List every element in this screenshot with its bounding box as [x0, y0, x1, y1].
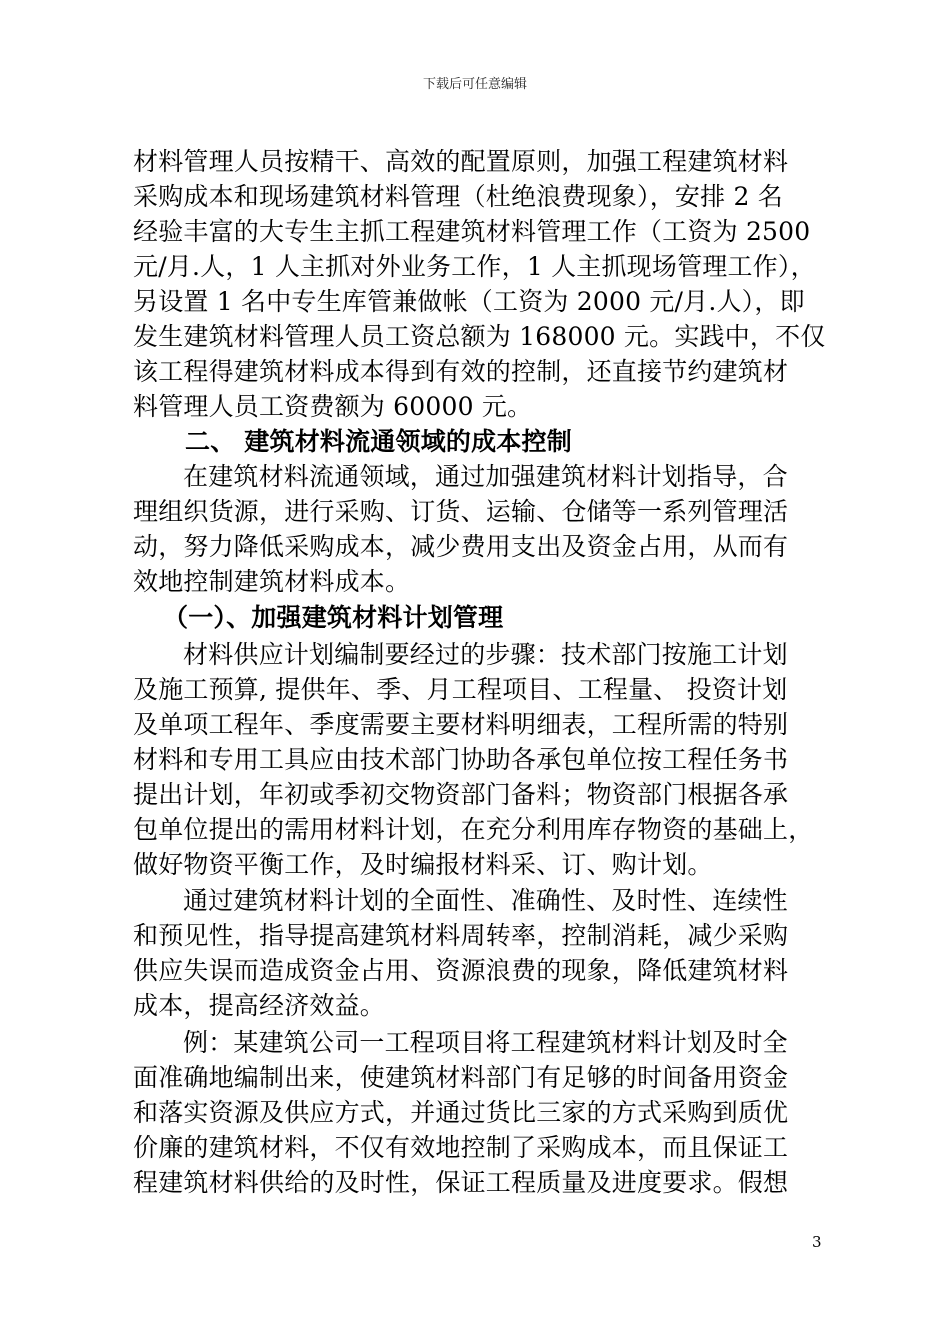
body-line: 及施工预算, 提供年、季、月工程项目、工程量、 投资计划 — [133, 675, 788, 704]
body-line: 元/月.人，1 人主抓对外业务工作，1 人主抓现场管理工作）， — [133, 252, 816, 281]
body-line: 和预见性，指导提高建筑材料周转率，控制消耗，减少采购 — [133, 921, 789, 950]
body-line: 成本，提高经济效益。 — [133, 991, 386, 1020]
body-line: 供应失误而造成资金占用、资源浪费的现象，降低建筑材料 — [133, 956, 789, 985]
body-line: 料管理人员工资费额为 60000 元。 — [133, 392, 533, 421]
body-line: 采购成本和现场建筑材料管理（杜绝浪费现象），安排 2 名 — [133, 182, 783, 211]
section-heading: 二、 建筑材料流通领域的成本控制 — [185, 427, 572, 456]
page-number: 3 — [812, 1233, 822, 1251]
body-line: 材料和专用工具应由技术部门协助各承包单位按工程任务书 — [133, 745, 789, 774]
body-line: 和落实资源及供应方式，并通过货比三家的方式采购到质优 — [133, 1098, 789, 1127]
body-line: 程建筑材料供给的及时性，保证工程质量及进度要求。假想 — [133, 1168, 789, 1197]
body-line: 材料供应计划编制要经过的步骤：技术部门按施工计划 — [183, 640, 788, 669]
body-line: 及单项工程年、季度需要主要材料明细表，工程所需的特别 — [133, 710, 789, 739]
body-line: 材料管理人员按精干、高效的配置原则，加强工程建筑材料 — [133, 147, 789, 176]
body-line: 通过建筑材料计划的全面性、准确性、及时性、连续性 — [183, 886, 788, 915]
body-line: 发生建筑材料管理人员工资总额为 168000 元。实践中，不仅 — [133, 322, 826, 351]
body-line: 动，努力降低采购成本，减少费用支出及资金占用，从而有 — [133, 532, 789, 561]
body-line: 经验丰富的大专生主抓工程建筑材料管理工作（工资为 2500 — [133, 217, 811, 246]
body-line: 理组织货源，进行采购、订货、运输、仓储等一系列管理活 — [133, 497, 789, 526]
body-line: 面准确地编制出来，使建筑材料部门有足够的时间备用资金 — [133, 1063, 789, 1092]
body-line: 包单位提出的需用材料计划，在充分利用库存物资的基础上， — [133, 815, 814, 844]
body-line: 提出计划，年初或季初交物资部门备料；物资部门根据各承 — [133, 780, 789, 809]
subsection-heading: （一）、加强建筑材料计划管理 — [163, 603, 504, 632]
body-line: 做好物资平衡工作，及时编报材料采、订、购计划。 — [133, 850, 713, 879]
body-line: 在建筑材料流通领域，通过加强建筑材料计划指导，合 — [183, 462, 788, 491]
body-line: 该工程得建筑材料成本得到有效的控制，还直接节约建筑材 — [133, 357, 789, 386]
body-line: 另设置 1 名中专生库管兼做帐（工资为 2000 元/月.人），即 — [133, 287, 805, 316]
body-line: 价廉的建筑材料，不仅有效地控制了采购成本，而且保证工 — [133, 1133, 789, 1162]
body-line: 效地控制建筑材料成本。 — [133, 567, 411, 596]
page-header: 下载后可任意编辑 — [422, 77, 527, 92]
body-line: 例：某建筑公司一工程项目将工程建筑材料计划及时全 — [183, 1028, 788, 1057]
